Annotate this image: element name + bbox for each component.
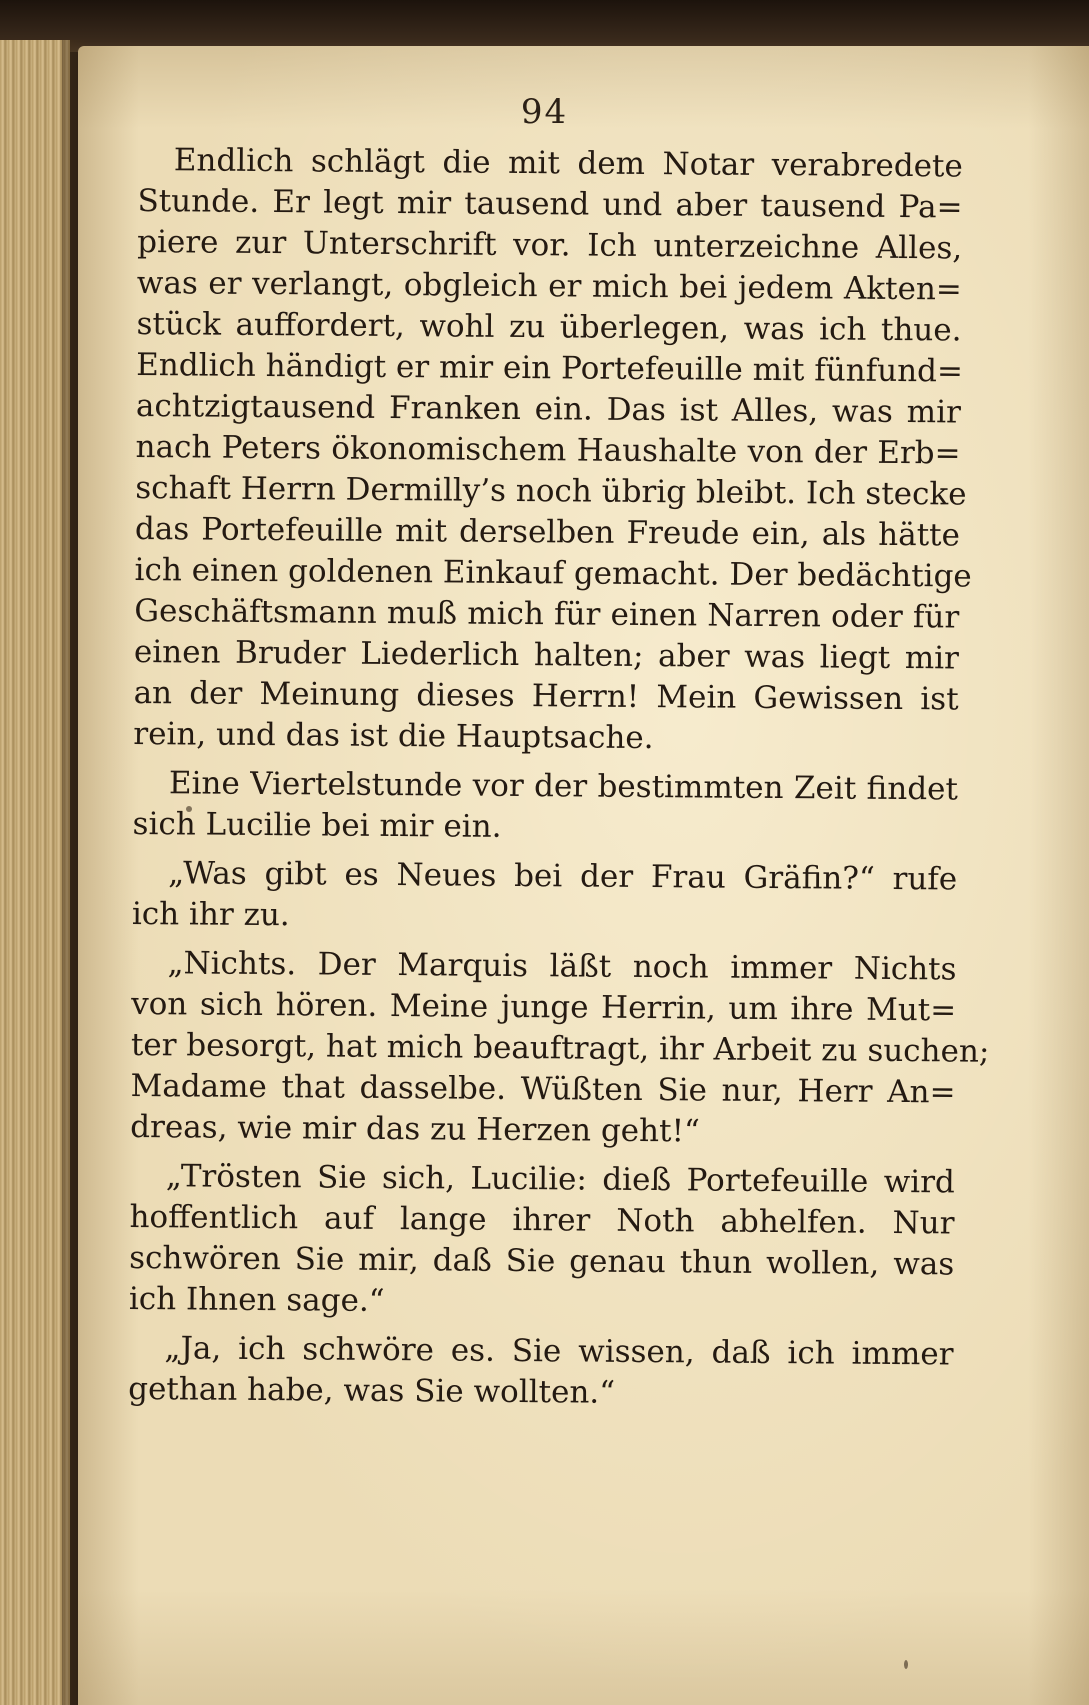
text-line: was er verlangt, obgleich er mich bei jedem Akten= [136,264,962,308]
text-line: ich einen goldenen Einkauf gemacht. Der bedächtige [134,551,972,595]
paragraph [132,763,958,851]
text-line: ich Ihnen sage.“ [128,1280,385,1319]
text-line: dreas, wie mir das zu Herzen geht!“ [130,1108,700,1150]
text-line: Madame that dasselbe. Wüßten Sie nur, Herr An= [130,1067,956,1111]
paragraph [132,853,958,941]
text-line: Endlich schlägt die mit dem Notar verabredete [173,142,963,185]
paragraph [133,140,972,761]
text-line: von sich hören. Meine junge Herrin, um ihre Mut= [131,985,957,1029]
paragraph [128,1328,954,1416]
text-line: schwören Sie mir, daß Sie genau thun wollen, was [129,1239,955,1283]
paragraph [130,943,990,1154]
text-line: „Nichts. Der Marquis läßt noch immer Nichts [167,945,957,988]
text-line: „Ja, ich schwöre es. Sie wissen, daß ich immer [164,1330,954,1373]
book-cover-edge [0,0,1089,52]
text-line: nach Peters ökonomischem Haushalte von der Erb= [135,428,961,472]
text-line: piere zur Unterschrift vor. Ich unterzeichne Alles, [137,223,963,267]
text-line: Stunde. Er legt mir tausend und aber tausend Pa= [137,182,963,226]
text-line: einen Bruder Liederlich halten; aber was liegt mir [133,633,960,677]
text-line: hoffentlich auf lange ihrer Noth abhelfen. Nur [129,1198,955,1242]
text-line: schaft Herrn Dermilly’s noch übrig bleibt. Ich stecke [135,469,967,513]
text-line: achtzigtausend Franken ein. Das ist Alles, was mir [135,387,962,431]
text-line: „Trösten Sie sich, Lucilie: dieß Portefeuille wird [165,1158,955,1201]
paragraph [129,1156,955,1326]
text-line: ter besorgt, hat mich beauftragt, ihr Arbeit zu suchen; [130,1026,990,1070]
text-line: stück auffordert, wohl zu überlegen, was ich thue. [136,305,962,349]
text-line: rein, und das ist die Hauptsache. [133,715,654,757]
text-line: „Was gibt es Neues bei der Frau Gräfin?“ rufe [168,855,958,898]
text-line: Endlich händigt er mir ein Portefeuille mit fünfund= [136,346,964,390]
text-line: an der Meinung dieses Herrn! Mein Gewissen ist [133,674,959,718]
text-line: ich ihr zu. [131,895,290,934]
text-line: Geschäftsmann muß mich für einen Narren oder für [134,592,960,636]
text-line: Eine Viertelstunde vor der bestimmten Zeit findet [168,765,959,808]
ink-speck [904,1660,908,1669]
text-line: sich Lucilie bei mir ein. [132,805,502,845]
text-line: das Portefeuille mit derselben Freude ein, als hätte [134,510,961,554]
body-text [128,140,990,1416]
page-number: 94 [520,92,569,132]
page-stack-edge [0,40,70,1705]
text-line: gethan habe, was Sie wollten.“ [128,1370,616,1411]
